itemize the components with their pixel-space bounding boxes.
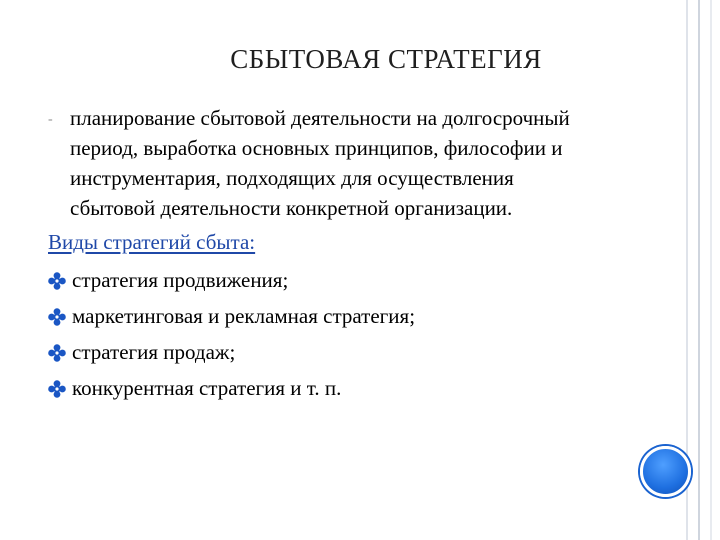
list-item <box>48 334 668 370</box>
slide-title: СБЫТОВАЯ СТРАТЕГИЯ <box>230 44 542 74</box>
list-item-text: стратегия продаж; <box>72 339 236 364</box>
definition-block <box>48 103 668 223</box>
definition-line: инструментария, подходящих для осуществления <box>70 166 514 190</box>
list-item-text: стратегия продвижения; <box>72 267 289 292</box>
decor-line <box>710 0 712 540</box>
flower-bullet-icon <box>48 343 66 361</box>
list-item-text: маркетинговая и рекламная стратегия; <box>72 303 416 328</box>
decor-circle <box>640 446 691 497</box>
list-item <box>48 370 668 406</box>
flower-bullet-icon <box>48 271 66 289</box>
right-decor-lines <box>686 0 720 540</box>
list-item-text: конкурентная стратегия и т. п. <box>72 375 342 400</box>
definition-line: планирование сбытовой деятельности на долгосрочный <box>70 106 570 130</box>
flower-bullet-icon <box>48 307 66 325</box>
list-item <box>48 298 668 334</box>
slide-content <box>48 103 668 406</box>
decor-line <box>698 0 700 540</box>
definition-line: сбытовой деятельности конкретной организации. <box>70 196 513 220</box>
dash-marker: - <box>48 112 53 127</box>
list-item <box>48 262 668 298</box>
definition-line: период, выработка основных принципов, философии и <box>70 136 563 160</box>
bullet-list <box>48 262 668 406</box>
flower-bullet-icon <box>48 379 66 397</box>
section-heading: Виды стратегий сбыта: <box>48 230 256 254</box>
